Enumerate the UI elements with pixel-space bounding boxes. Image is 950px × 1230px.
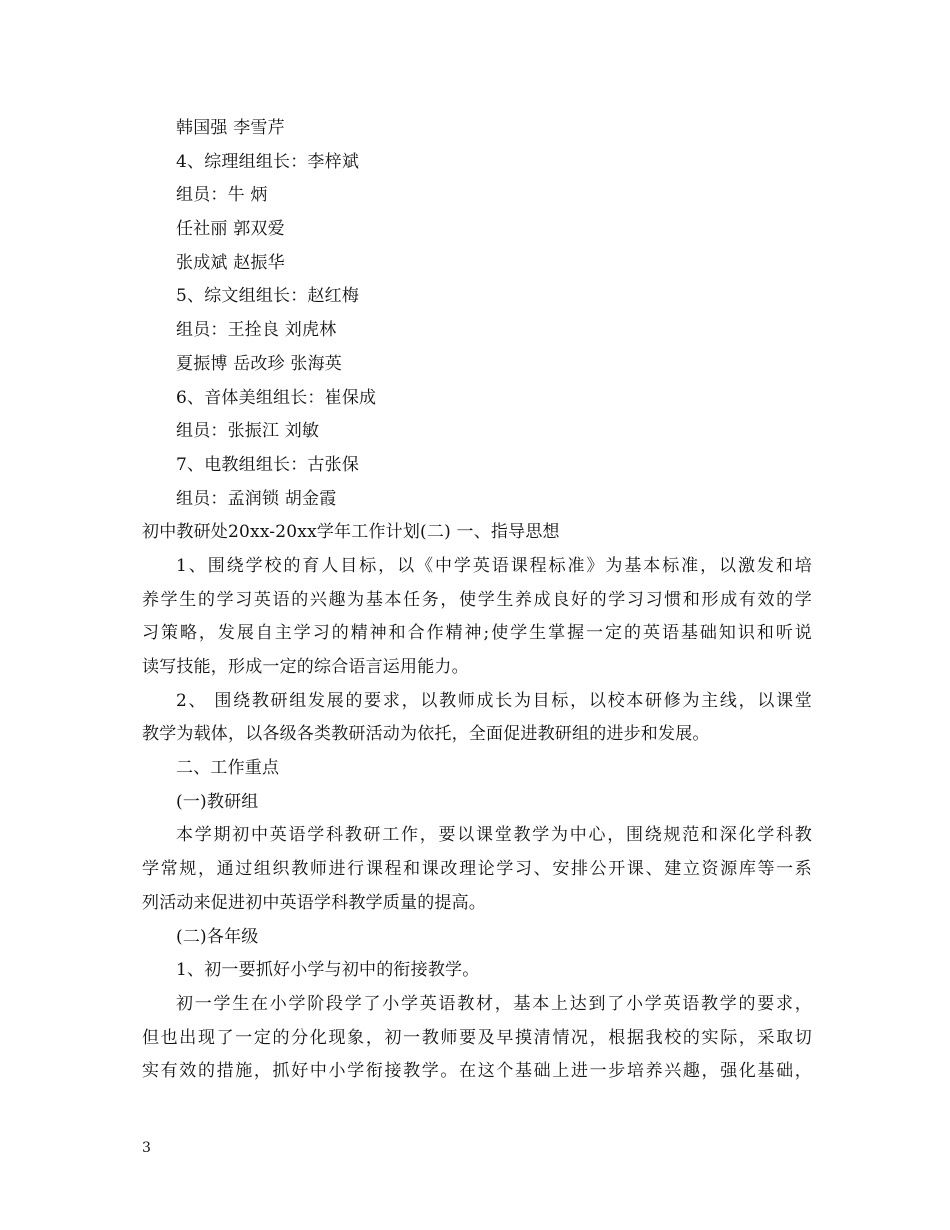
text-line: 组员：牛 炳 [176, 185, 268, 206]
document-body [142, 112, 812, 1089]
text-line: 实有效的措施，抓好中小学衔接教学。在这个基础上进一步培养兴趣，强化基础， [142, 1061, 812, 1082]
text-line: 本学期初中英语学科教研工作，要以课堂教学为中心，围绕规范和深化学科教 [176, 825, 812, 846]
text-line: 2、 围绕教研组发展的要求，以教师成长为目标，以校本研修为主线，以课堂 [176, 690, 812, 711]
text-line: 教学为载体，以各级各类教研活动为依托，全面促进教研组的进步和发展。 [142, 724, 710, 745]
text-line: 学常规，通过组织教师进行课程和课改理论学习、安排公开课、建立资源库等一系 [142, 859, 812, 880]
text-line: 初一学生在小学阶段学了小学英语教材，基本上达到了小学英语教学的要求， [176, 993, 812, 1014]
text-line: 组员：张振江 刘敏 [176, 421, 320, 442]
text-line: 6、音体美组组长：崔保成 [176, 387, 377, 408]
text-line: 养学生的学习英语的兴趣为基本任务，使学生养成良好的学习习惯和形成有效的学 [142, 589, 812, 610]
text-line: 张成斌 赵振华 [176, 252, 285, 273]
text-line: 组员：孟润锁 胡金霞 [176, 488, 337, 509]
text-line: 5、综文组组长：赵红梅 [176, 286, 360, 307]
text-line: 夏振博 岳改珍 张海英 [176, 353, 343, 374]
text-line: 7、电教组组长：古张保 [176, 454, 360, 475]
text-line: (二)各年级 [176, 926, 259, 947]
page-number: 3 [142, 1140, 151, 1156]
text-line: 1、围绕学校的育人目标，以《中学英语课程标准》为基本标准，以激发和培 [176, 555, 812, 576]
text-line: 组员：王拴良 刘虎林 [176, 320, 337, 341]
text-line: 初中教研处20xx-20xx学年工作计划(二) 一、指导思想 [142, 522, 560, 543]
text-line: 习策略，发展自主学习的精神和合作精神;使学生掌握一定的英语基础知识和听说 [142, 623, 812, 644]
text-line: 韩国强 李雪芹 [176, 118, 285, 138]
text-line: 读写技能，形成一定的综合语言运用能力。 [142, 657, 469, 677]
text-line: 1、初一要抓好小学与初中的衔接教学。 [176, 960, 480, 981]
text-line: 列活动来促进初中英语学科教学质量的提高。 [142, 892, 486, 913]
text-line: 但也出现了一定的分化现象，初一教师要及早摸清情况，根据我校的实际，采取切 [142, 1027, 812, 1048]
text-line: 4、综理组组长：李梓斌 [176, 151, 360, 172]
text-line: 任社丽 郭双爱 [176, 219, 285, 240]
text-line: (一)教研组 [176, 791, 259, 812]
text-line: 二、工作重点 [176, 758, 280, 779]
